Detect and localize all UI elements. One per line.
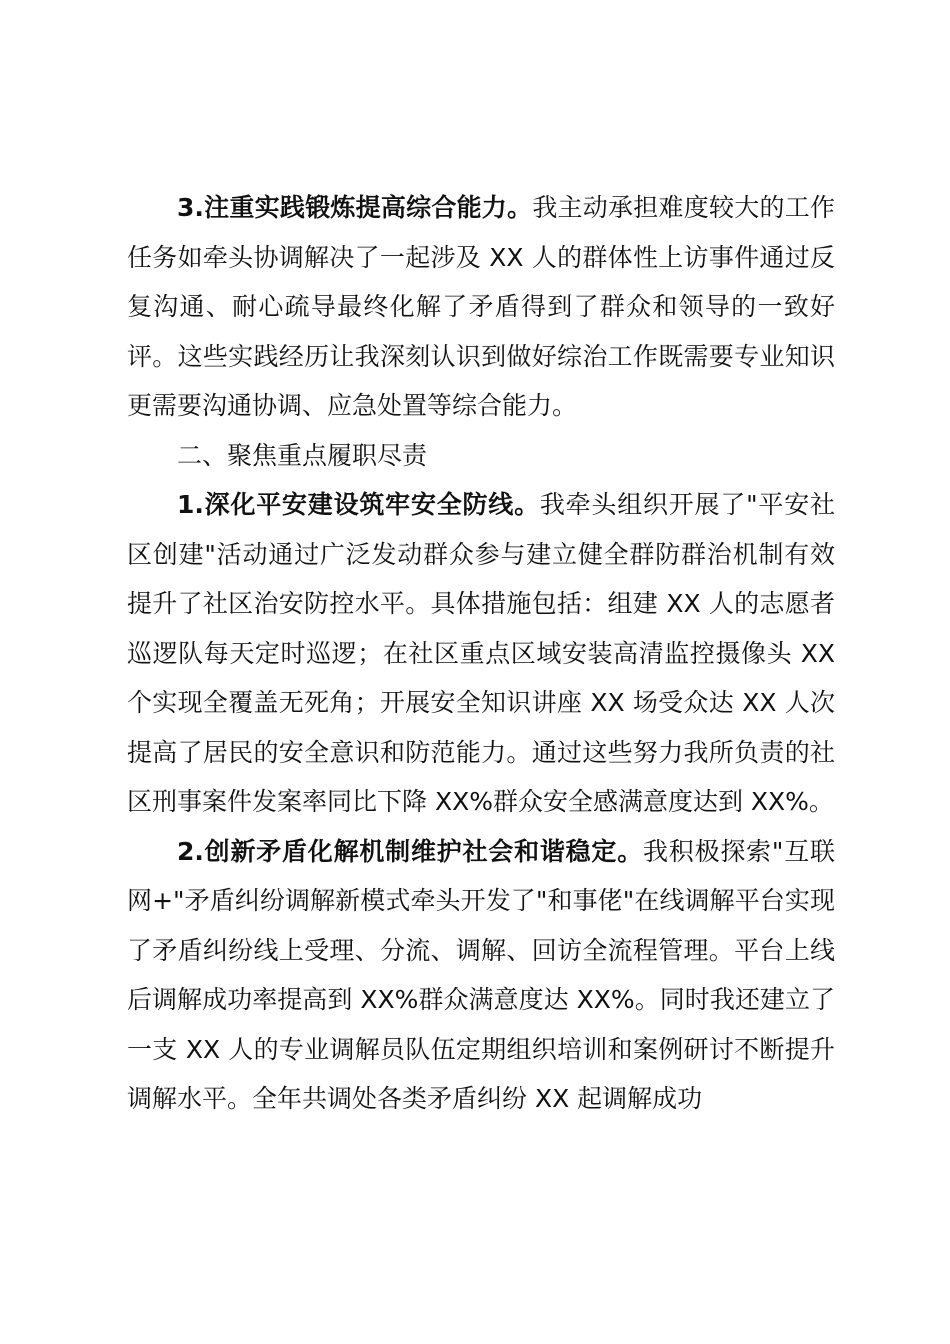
paragraph-safety-construction [127, 480, 835, 827]
paragraph-lead-heading: 2.创新矛盾化解机制维护社会和谐稳定。 [177, 836, 644, 866]
paragraph-practice-training [127, 183, 835, 431]
paragraph-lead-heading: 1.深化平安建设筑牢安全防线。 [177, 490, 540, 519]
paragraph-text: 我积极探索"互联网+"矛盾纠纷调解新模式牵头开发了"和事佬"在线调解平台实现了矛盾纠纷线上受理、分流、调解、回访全流程管理。平台上线后调解成功率提高到 XX%群众满意度达 XX%。同时我还建立了一支 XX 人的专业调解员队伍定期组织培训和案例研讨不断提升调解水平。全年共调处各类矛盾纠纷 XX 起调解成功 [127, 836, 836, 1113]
document-body [127, 183, 835, 1124]
paragraph-dispute-resolution [127, 827, 835, 1124]
paragraph-text: 我主动承担难度较大的工作任务如牵头协调解决了一起涉及 XX 人的群体性上访事件通过反复沟通、耐心疏导最终化解了矛盾得到了群众和领导的一致好评。这些实践经历让我深刻认识到做好综治工作既需要专业知识更需要沟通协调、应急处置等综合能力。 [127, 193, 835, 420]
section-heading: 二、聚焦重点履职尽责 [177, 440, 428, 470]
paragraph-text: 我牵头组织开展了"平安社区创建"活动通过广泛发动群众参与建立健全群防群治机制有效提升了社区治安防控水平。具体措施包括：组建 XX 人的志愿者巡逻队每天定时巡逻；在社区重点区域安装高清监控摄像头 XX 个实现全覆盖无死角；开展安全知识讲座 XX 场受众达 XX 人次提高了居民的安全意识和防范能力。通过这些努力我所负责的社区刑事案件发案率同比下降 XX%群众安全感满意度达到 XX%。 [127, 490, 835, 816]
paragraph-lead-heading: 3.注重实践锻炼提高综合能力。 [177, 193, 533, 222]
